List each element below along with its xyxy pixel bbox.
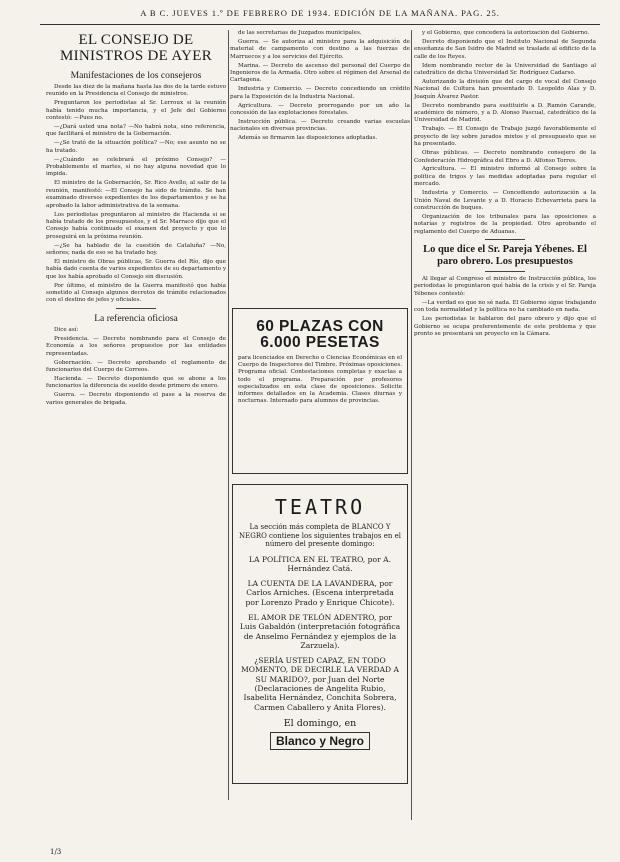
paragraph: Por último, el ministro de la Guerra manifestó que había sometido al Consejo algunos decretos de trámite relacionados con el destino de jefes y oficiales. — [46, 282, 226, 304]
header-rule — [40, 24, 600, 25]
paragraph: Dice así: — [54, 326, 79, 333]
column-3 — [414, 30, 596, 834]
column-1 — [46, 30, 226, 842]
column-divider-2 — [411, 30, 412, 820]
section-rule — [116, 308, 156, 309]
paragraph: Idem nombrando rector de la Universidad de Santiago al catedrático de dicha Universidad Sr. Rodríguez Cadarso. — [414, 62, 596, 77]
teatro-item: EL AMOR DE TELÓN ADENTRO, por Luis Gabaldón (interpretación fotográfica de Anselmo Fernández y ejemplos de la Zarzuela). — [239, 612, 401, 650]
page-header: A B C. JUEVES 1.º DE FEBRERO DE 1934. EDICIÓN DE LA MAÑANA. PAG. 25. — [140, 8, 500, 18]
teatro-item: ¿SERÍA USTED CAPAZ, EN TODO MOMENTO, DE DECIRLE LA VERDAD A SU MARIDO?, por Juan del Norte (Declaraciones de Angelita Rubio, Isabelita Hernández, Conchita Sobrera, Carmen Caballero y Anita Flores). — [240, 656, 400, 712]
paragraph: Organización de los tribunales para las oposiciones a notarías y registros de la propiedad. Otro aprobando el reglamento del Cuerpo de Aduanas. — [414, 213, 596, 235]
paragraph: y el Gobierno, que concederá la autorización del Gobierno. — [422, 30, 590, 36]
advertisement-title: 60 PLAZAS CON 6.000 PESETAS — [256, 318, 384, 351]
paragraph: Los periodistas le hablaron del paro obrero y dijo que el Gobierno se ocupa preferentemente de este problema y que pronto se presentará un proyecto en la Cámara. — [414, 316, 596, 337]
paragraph: —¿Cuándo se celebrará el próximo Consejo? —Probablemente el martes, si no hay alguna novedad que lo impida. — [46, 156, 226, 178]
paragraph: El ministro de la Gobernación, Sr. Rico Avello, al salir de la reunión, manifestó: —El Consejo ha sido de trámite. Se han examinado diversos expedientes de los departamentos y se ha aprobado la labor administrativa de la semana. — [46, 180, 226, 209]
paragraph: Decreto nombrando para sustituirle a D. Ramón Carande, académico de número, y a D. Alonso Pascual, catedrático de la Universidad de Madrid. — [414, 102, 596, 124]
paragraph: Además se firmaron las disposiciones adoptadas. — [238, 135, 378, 142]
paragraph: —La verdad es que no sé nada. El Gobierno sigue trabajando con toda normalidad y la política no ha cambiado en nada. — [414, 299, 596, 314]
paragraph: Presidencia. — Decreto nombrando para el Consejo de Economía a los señores propuestos por las entidades representadas. — [46, 335, 226, 357]
paragraph: Industria y Comercio. — Decreto concediendo un crédito para la Exposición de la Industria Nacional. — [230, 86, 410, 100]
plazas-advertisement — [232, 308, 408, 474]
paragraph: Preguntaron los periodistas al Sr. Lerroux si la reunión había tenido mucha importancia, y el Jefe del Gobierno contestó: —Pues no. — [46, 100, 226, 122]
paragraph: Industria y Comercio. — Concediendo autorización a la Unión Naval de Levante y a D. Horacio Echevarrieta para la construcción de buques. — [414, 190, 596, 211]
paragraph: Instrucción pública. — Decreto creando varias escuelas nacionales en diversas provincias. — [230, 118, 410, 133]
paragraph: Trabajo. — El Consejo de Trabajo juzgó favorablemente el proyecto de ley sobre jurados mixtos y el presupuesto que se ha presentado. — [414, 126, 596, 148]
teatro-item: LA CUENTA DE LA LAVANDERA, por Carlos Arniches. (Escena interpretada por Lorenzo Prado y Enrique Chicote). — [245, 579, 395, 607]
paragraph: El ministro de Obras públicas, Sr. Guerra del Río, dijo que había dado cuenta de varios expedientes de su departamento y que los había aprobado el Consejo sin discusión. — [46, 258, 226, 280]
paragraph: Gobernación. — Decreto aprobando el reglamento de funcionarios del Cuerpo de Correos. — [46, 359, 226, 373]
paragraph: —¿Se trató de la situación política? —No; ese asunto no se ha tratado. — [46, 140, 226, 154]
blanco-y-negro-brand: Blanco y Negro — [270, 732, 370, 750]
paragraph: Agricultura. — El ministro informó al Consejo sobre la política de trigos y las medidas adoptadas para regular el mercado. — [414, 166, 596, 188]
referencia-heading: La referencia oficiosa — [94, 312, 178, 324]
column-2 — [230, 30, 410, 308]
paragraph: Guerra. — Decreto disponiendo el pase a la reserva de varios generales de brigada. — [46, 392, 226, 406]
paragraph: Hacienda. — Decreto disponiendo que se abone a los funcionarios la diferencia de sueldo desde primero de enero. — [46, 375, 226, 390]
paragraph: Decreto disponiendo que el Instituto Nacional de Segunda enseñanza de San Isidro de Madrid se traslade al edificio de la calle de los Reyes. — [414, 38, 596, 60]
page-number: 1/3 — [50, 848, 62, 856]
paragraph: —¿Se ha hablado de la cuestión de Cataluña? —No, señores; nada de eso se ha tratado hoy. — [46, 242, 226, 257]
section-rule — [485, 239, 525, 240]
paragraph: Marina. — Decreto de ascenso del personal del Cuerpo de Ingenieros de la Armada. Otro sobre el régimen del Arsenal de Cartagena. — [230, 62, 410, 84]
paragraph: de las secretarías de Juzgados municipales. — [238, 30, 362, 36]
teatro-intro: La sección más completa de BLANCO Y NEGRO contiene los siguientes trabajos en el número del presente domingo: — [239, 523, 401, 548]
paragraph: Autorizando la división que del cargo de vocal del Consejo Nacional de Cultura han presentado D. Leopoldo Alas y D. Joaquín Álvarez Pastor. — [414, 78, 596, 100]
column-divider-1 — [228, 30, 229, 800]
paragraph: Los periodistas preguntaron al ministro de Hacienda si se había tratado de los presupuestos, y el Sr. Marraco dijo que el Consejo había continuado el examen del proyecto y que lo proseguirá en la próxima reunión. — [46, 211, 226, 240]
paragraph: Guerra. — Se autoriza al ministro para la adquisición de material de campamento con destino a las fuerzas de Marruecos y a los servicios del Ejército. — [230, 38, 410, 60]
paragraph: Obras públicas. — Decreto nombrando consejero de la Confederación Hidrográfica del Ebro a D. Alfonso Torres. — [414, 150, 596, 164]
paragraph: Desde las diez de la mañana hasta las dos de la tarde estuvo reunido en la Presidencia el Consejo de ministros. — [46, 84, 226, 98]
teatro-item: LA POLÍTICA EN EL TEATRO, por A. Hernández Catá. — [248, 554, 392, 573]
teatro-title: TEATRO — [274, 495, 366, 519]
advertisement-body: para licenciados en Derecho o Ciencias Económicas en el Cuerpo de Inspectores del Timbre. Próximas oposiciones. Programa oficial. Contestaciones completas y exactas a todo el programa. Preparación por profesores especializados en esta clase de oposiciones. Solicite informes detallados en la Academia. Clases diurnas y nocturnas. Internado para alumnos de provincias. — [238, 355, 402, 405]
section-rule — [485, 271, 525, 272]
paragraph: Al llegar al Congreso el ministro de Instrucción pública, los periodistas le preguntaron qué había de la crisis y el Sr. Pareja Yébenes contestó: — [414, 276, 596, 297]
article-headline: EL CONSEJO DE MINISTROS DE AYER — [59, 32, 213, 64]
paragraph: —¿Dará usted una nota? —No habrá nota, sino referencia, que facilitará el ministro de la Gobernación. — [46, 124, 226, 138]
teatro-domingo-line: El domingo, en — [283, 717, 357, 729]
teatro-advertisement — [232, 484, 408, 784]
paragraph: Agricultura. — Decreto prorrogando por un año la concesión de las explotaciones forestales. — [230, 102, 410, 117]
article-subheading: Manifestaciones de los consejeros — [70, 70, 202, 81]
article-headline-2: Lo que dice el Sr. Pareja Yébenes. El paro obrero. Los presupuestos — [423, 244, 587, 268]
